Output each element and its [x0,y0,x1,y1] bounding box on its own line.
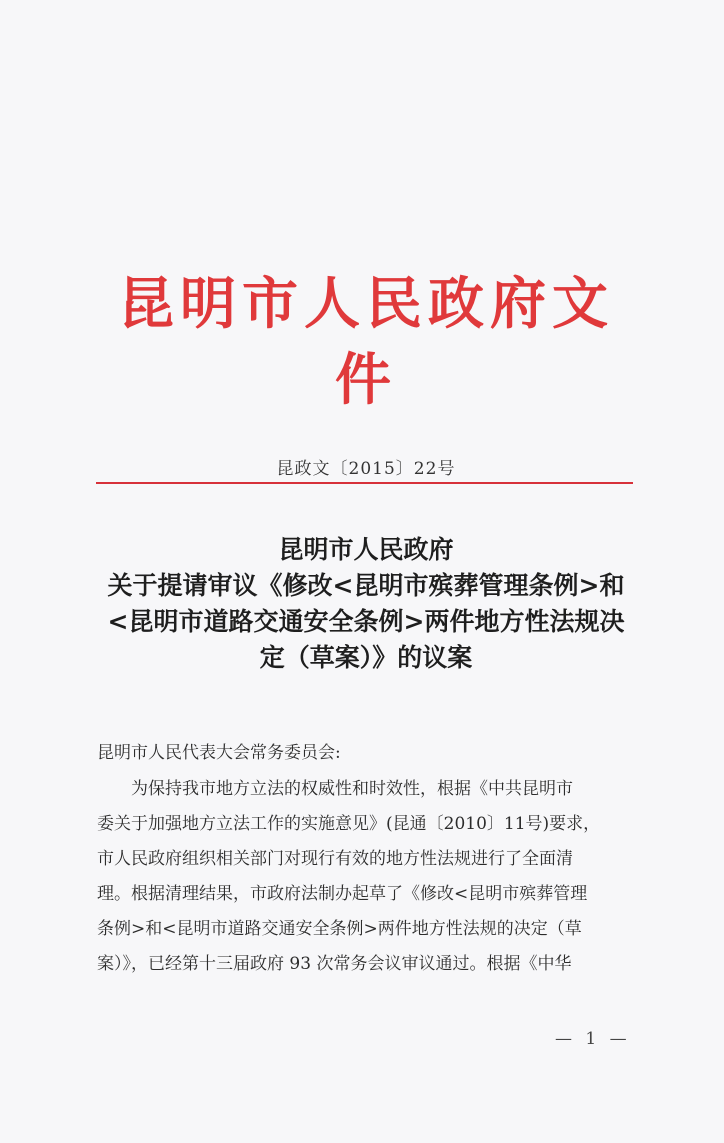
body-line: 条例>和<昆明市道路交通安全条例>两件地方性法规的决定（草 [97,919,582,939]
title-line: 昆明市人民政府 [278,535,454,564]
salutation: 昆明市人民代表大会常务委员会: [97,743,341,763]
document-number: 昆政文〔2015〕22号 [276,459,456,479]
page-number: — 1 — [555,1029,631,1049]
title-line: <昆明市道路交通安全条例>两件地方性法规决 [107,607,625,636]
document-title [90,532,642,676]
body-line: 案）》，已经第十三届政府 93 次常务会议审议通过。根据《中华 [97,954,572,974]
title-line: 定（草案）》的议案 [259,643,473,672]
masthead-title: 昆明市人民政府文件 [118,271,614,413]
body-line: 理。根据清理结果，市政府法制办起草了《修改<昆明市殡葬管理 [97,884,588,904]
body-line: 市人民政府组织相关部门对现行有效的地方性法规进行了全面清 [97,849,573,869]
body-line: 委关于加强地方立法工作的实施意见》(昆通〔2010〕11号)要求， [97,814,601,834]
title-line: 关于提请审议《修改<昆明市殡葬管理条例>和 [107,571,625,600]
red-divider-rule [96,482,633,484]
body-line: 为保持我市地方立法的权威性和时效性，根据《中共昆明市 [131,779,573,799]
body-paragraph [97,772,637,982]
